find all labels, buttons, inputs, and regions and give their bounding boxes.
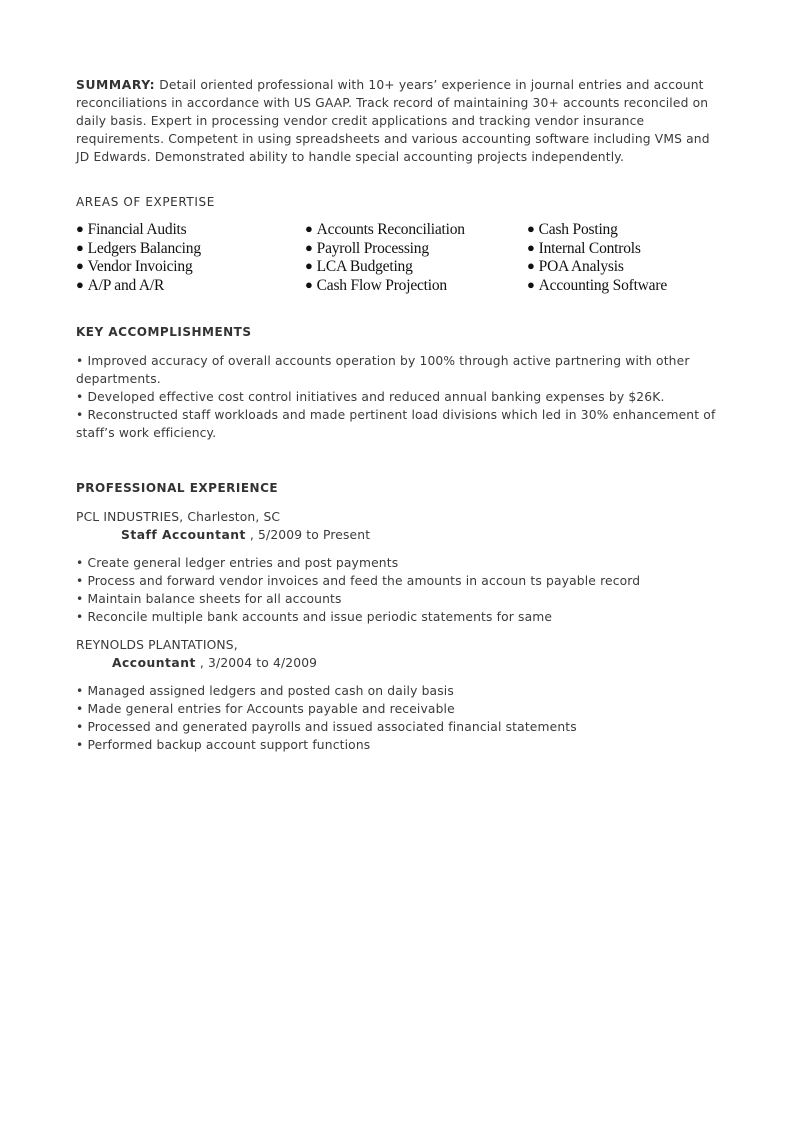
resume-page [76, 76, 716, 752]
expertise-item: ● Cash Posting [527, 221, 618, 238]
list-item: • Developed effective cost control initiatives and reduced annual banking expenses by $26K. [76, 390, 665, 404]
expertise-column-3 [527, 221, 667, 295]
expertise-item: ● Accounts Reconciliation [305, 221, 465, 238]
expertise-item: ● Accounting Software [527, 276, 667, 294]
expertise-item: ● Vendor Invoicing [76, 258, 193, 275]
job-title-line [121, 526, 761, 544]
list-item: • Performed backup account support functions [76, 738, 371, 752]
list-item: • Made general entries for Accounts payable and receivable [76, 702, 455, 716]
expertise-item: ● Ledgers Balancing [76, 239, 201, 257]
list-item: • Improved accuracy of overall accounts operation by 100% through active partnering with other departments. [76, 354, 690, 386]
job-duties [76, 554, 716, 626]
list-item: • Managed assigned ledgers and posted cash on daily basis [76, 684, 454, 698]
expertise-column-2 [305, 221, 465, 295]
expertise-item: ● Internal Controls [527, 239, 641, 257]
list-item: • Create general ledger entries and post payments [76, 556, 399, 570]
job-dates: , 5/2009 to Present [245, 528, 371, 542]
expertise-item: ● A/P and A/R [76, 276, 165, 294]
experience-heading: PROFESSIONAL EXPERIENCE [76, 481, 279, 495]
summary-section [76, 76, 716, 166]
accomplishments-heading: KEY ACCOMPLISHMENTS [76, 325, 252, 339]
list-item: • Process and forward vendor invoices and feed the amounts in accoun ts payable record [76, 574, 641, 588]
job-title: Staff Accountant [121, 528, 246, 542]
expertise-item: ● Cash Flow Projection [305, 276, 447, 294]
job-duties [76, 682, 716, 754]
job-title: Accountant [112, 656, 196, 670]
expertise-item: ● Financial Audits [76, 221, 187, 238]
list-item: • Processed and generated payrolls and issued associated financial statements [76, 720, 577, 734]
list-item: • Maintain balance sheets for all accounts [76, 592, 342, 606]
accomplishments-list [76, 352, 716, 442]
job-company: REYNOLDS PLANTATIONS, [76, 638, 238, 652]
job-company: PCL INDUSTRIES, Charleston, SC [76, 510, 281, 524]
expertise-column-1 [76, 221, 201, 295]
job-title-line [112, 654, 752, 672]
expertise-item: ● Payroll Processing [305, 239, 429, 257]
list-item: • Reconcile multiple bank accounts and issue periodic statements for same [76, 610, 553, 624]
summary-label: SUMMARY: [76, 78, 156, 92]
job-dates: , 3/2004 to 4/2009 [195, 656, 318, 670]
expertise-item: ● LCA Budgeting [305, 258, 413, 275]
expertise-heading: AREAS OF EXPERTISE [76, 195, 215, 209]
summary-text: Detail oriented professional with 10+ years’ experience in journal entries and account reconciliations in accordance with US GAAP. Track record of maintaining 30+ accounts reconciled on daily basis. Expert in processing vendor credit applications and tracking vendor insurance requirements. Competent in using spreadsheets and various accounting software including VMS and JD Edwards. Demonstrated ability to handle special accounting projects independently. [76, 78, 710, 164]
list-item: • Reconstructed staff workloads and made pertinent load divisions which led in 30% enhancement of staff’s work efficiency. [76, 408, 716, 440]
expertise-item: ● POA Analysis [527, 258, 624, 275]
